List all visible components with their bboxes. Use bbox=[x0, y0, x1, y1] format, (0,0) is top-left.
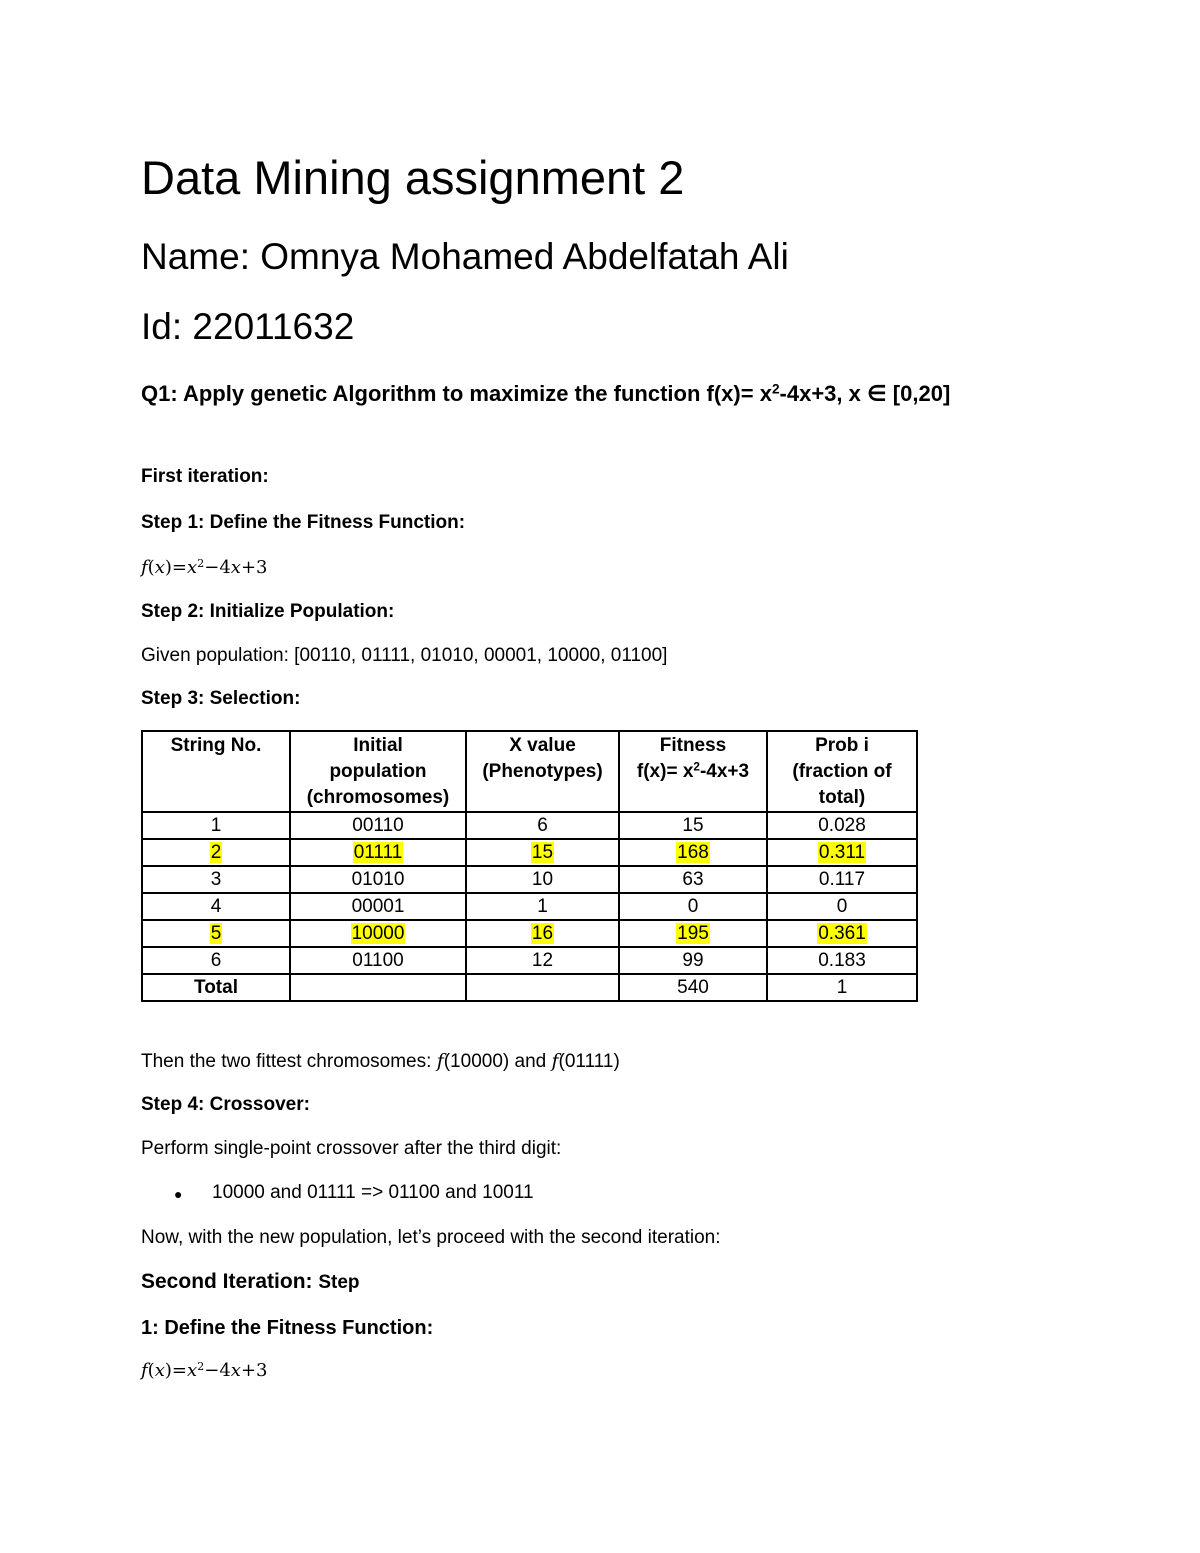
cell-x-value: 6 bbox=[466, 812, 619, 839]
table-row bbox=[142, 866, 917, 893]
table-row bbox=[142, 812, 917, 839]
cell-probability: 0.183 bbox=[767, 947, 917, 974]
table-row-highlighted bbox=[142, 920, 917, 947]
cell-fitness: 15 bbox=[619, 812, 767, 839]
cell-string-no: 1 bbox=[142, 812, 290, 839]
crossover-result: 10000 and 01111 => 01100 and 10011 bbox=[212, 1182, 534, 1203]
table-header-row bbox=[142, 731, 917, 812]
cell-chromosome: 01010 bbox=[290, 866, 466, 893]
cell-x-value: 10 bbox=[466, 866, 619, 893]
table-row-highlighted bbox=[142, 839, 917, 866]
table-row bbox=[142, 947, 917, 974]
cell-total-fitness: 540 bbox=[619, 974, 767, 1001]
header-fitness: Fitness $f(x)= x^2-4x+3$ bbox=[619, 731, 767, 812]
second-step1-heading: 1: Define the Fitness Function: bbox=[141, 1317, 434, 1339]
header-string-no: String No. bbox=[142, 731, 290, 812]
step4-heading: Step 4: Crossover: bbox=[141, 1094, 310, 1115]
cell-x-value: 15 bbox=[466, 839, 619, 866]
cell-string-no: 2 bbox=[142, 839, 290, 866]
cell-probability: 0 bbox=[767, 893, 917, 920]
header-x-value: X value (Phenotypes) bbox=[466, 731, 619, 812]
student-name: Name: Omnya Mohamed Abdelfatah Ali bbox=[141, 236, 789, 277]
cell-chromosome: 00001 bbox=[290, 893, 466, 920]
table-row bbox=[142, 893, 917, 920]
cell-total-probability: 1 bbox=[767, 974, 917, 1001]
cell-string-no: 3 bbox=[142, 866, 290, 893]
document-title: Data Mining assignment 2 bbox=[141, 151, 685, 204]
first-iteration-heading: First iteration: bbox=[141, 466, 269, 487]
fittest-chromosomes-text: Then the two fittest chromosomes: f(10000) and f(01111) bbox=[141, 1050, 620, 1072]
cell-string-no: 4 bbox=[142, 893, 290, 920]
crossover-text: Perform single-point crossover after the third digit: bbox=[141, 1138, 562, 1159]
bullet-icon: ● bbox=[174, 1186, 183, 1202]
cell-fitness: 168 bbox=[619, 839, 767, 866]
proceed-text: Now, with the new population, let’s proceed with the second iteration: bbox=[141, 1227, 721, 1248]
population-text: Given population: [00110, 01111, 01010, 00001, 10000, 01100] bbox=[141, 645, 668, 666]
cell-chromosome: 01100 bbox=[290, 947, 466, 974]
cell-probability: 0.028 bbox=[767, 812, 917, 839]
student-id: Id: 22011632 bbox=[141, 306, 355, 347]
cell-string-no: 6 bbox=[142, 947, 290, 974]
step1-heading: Step 1: Define the Fitness Function: bbox=[141, 512, 466, 533]
selection-table bbox=[141, 730, 918, 1002]
question-1: Q1: Apply genetic Algorithm to maximize the function $f(x)= x^2-4x+3$, x ∈ [0,20] bbox=[141, 381, 951, 406]
step3-heading: Step 3: Selection: bbox=[141, 688, 301, 709]
header-probability: Prob i (fraction of total) bbox=[767, 731, 917, 812]
cell-string-no: 5 bbox=[142, 920, 290, 947]
cell-x-value: 12 bbox=[466, 947, 619, 974]
cell-chromosome: 00110 bbox=[290, 812, 466, 839]
cell-probability: 0.117 bbox=[767, 866, 917, 893]
cell-chromosome: 10000 bbox=[290, 920, 466, 947]
fitness-formula: $f(x)=x^2-4x+3$ bbox=[141, 556, 268, 578]
cell-probability: 0.361 bbox=[767, 920, 917, 947]
cell-probability: 0.311 bbox=[767, 839, 917, 866]
second-iteration-heading: Second Iteration: Step bbox=[141, 1270, 360, 1293]
second-fitness-formula: $f(x)=x^2-4x+3$ bbox=[141, 1359, 268, 1381]
cell-x-value: 16 bbox=[466, 920, 619, 947]
table-total-row bbox=[142, 974, 917, 1001]
header-initial-population: Initial population (chromosomes) bbox=[290, 731, 466, 812]
cell-chromosome: 01111 bbox=[290, 839, 466, 866]
cell-fitness: 99 bbox=[619, 947, 767, 974]
cell-total-label: Total bbox=[142, 974, 290, 1001]
cell-fitness: 0 bbox=[619, 893, 767, 920]
cell-fitness: 195 bbox=[619, 920, 767, 947]
step2-heading: Step 2: Initialize Population: bbox=[141, 601, 395, 622]
cell-fitness: 63 bbox=[619, 866, 767, 893]
cell-x-value: 1 bbox=[466, 893, 619, 920]
cell-empty bbox=[290, 974, 466, 1001]
cell-empty bbox=[466, 974, 619, 1001]
